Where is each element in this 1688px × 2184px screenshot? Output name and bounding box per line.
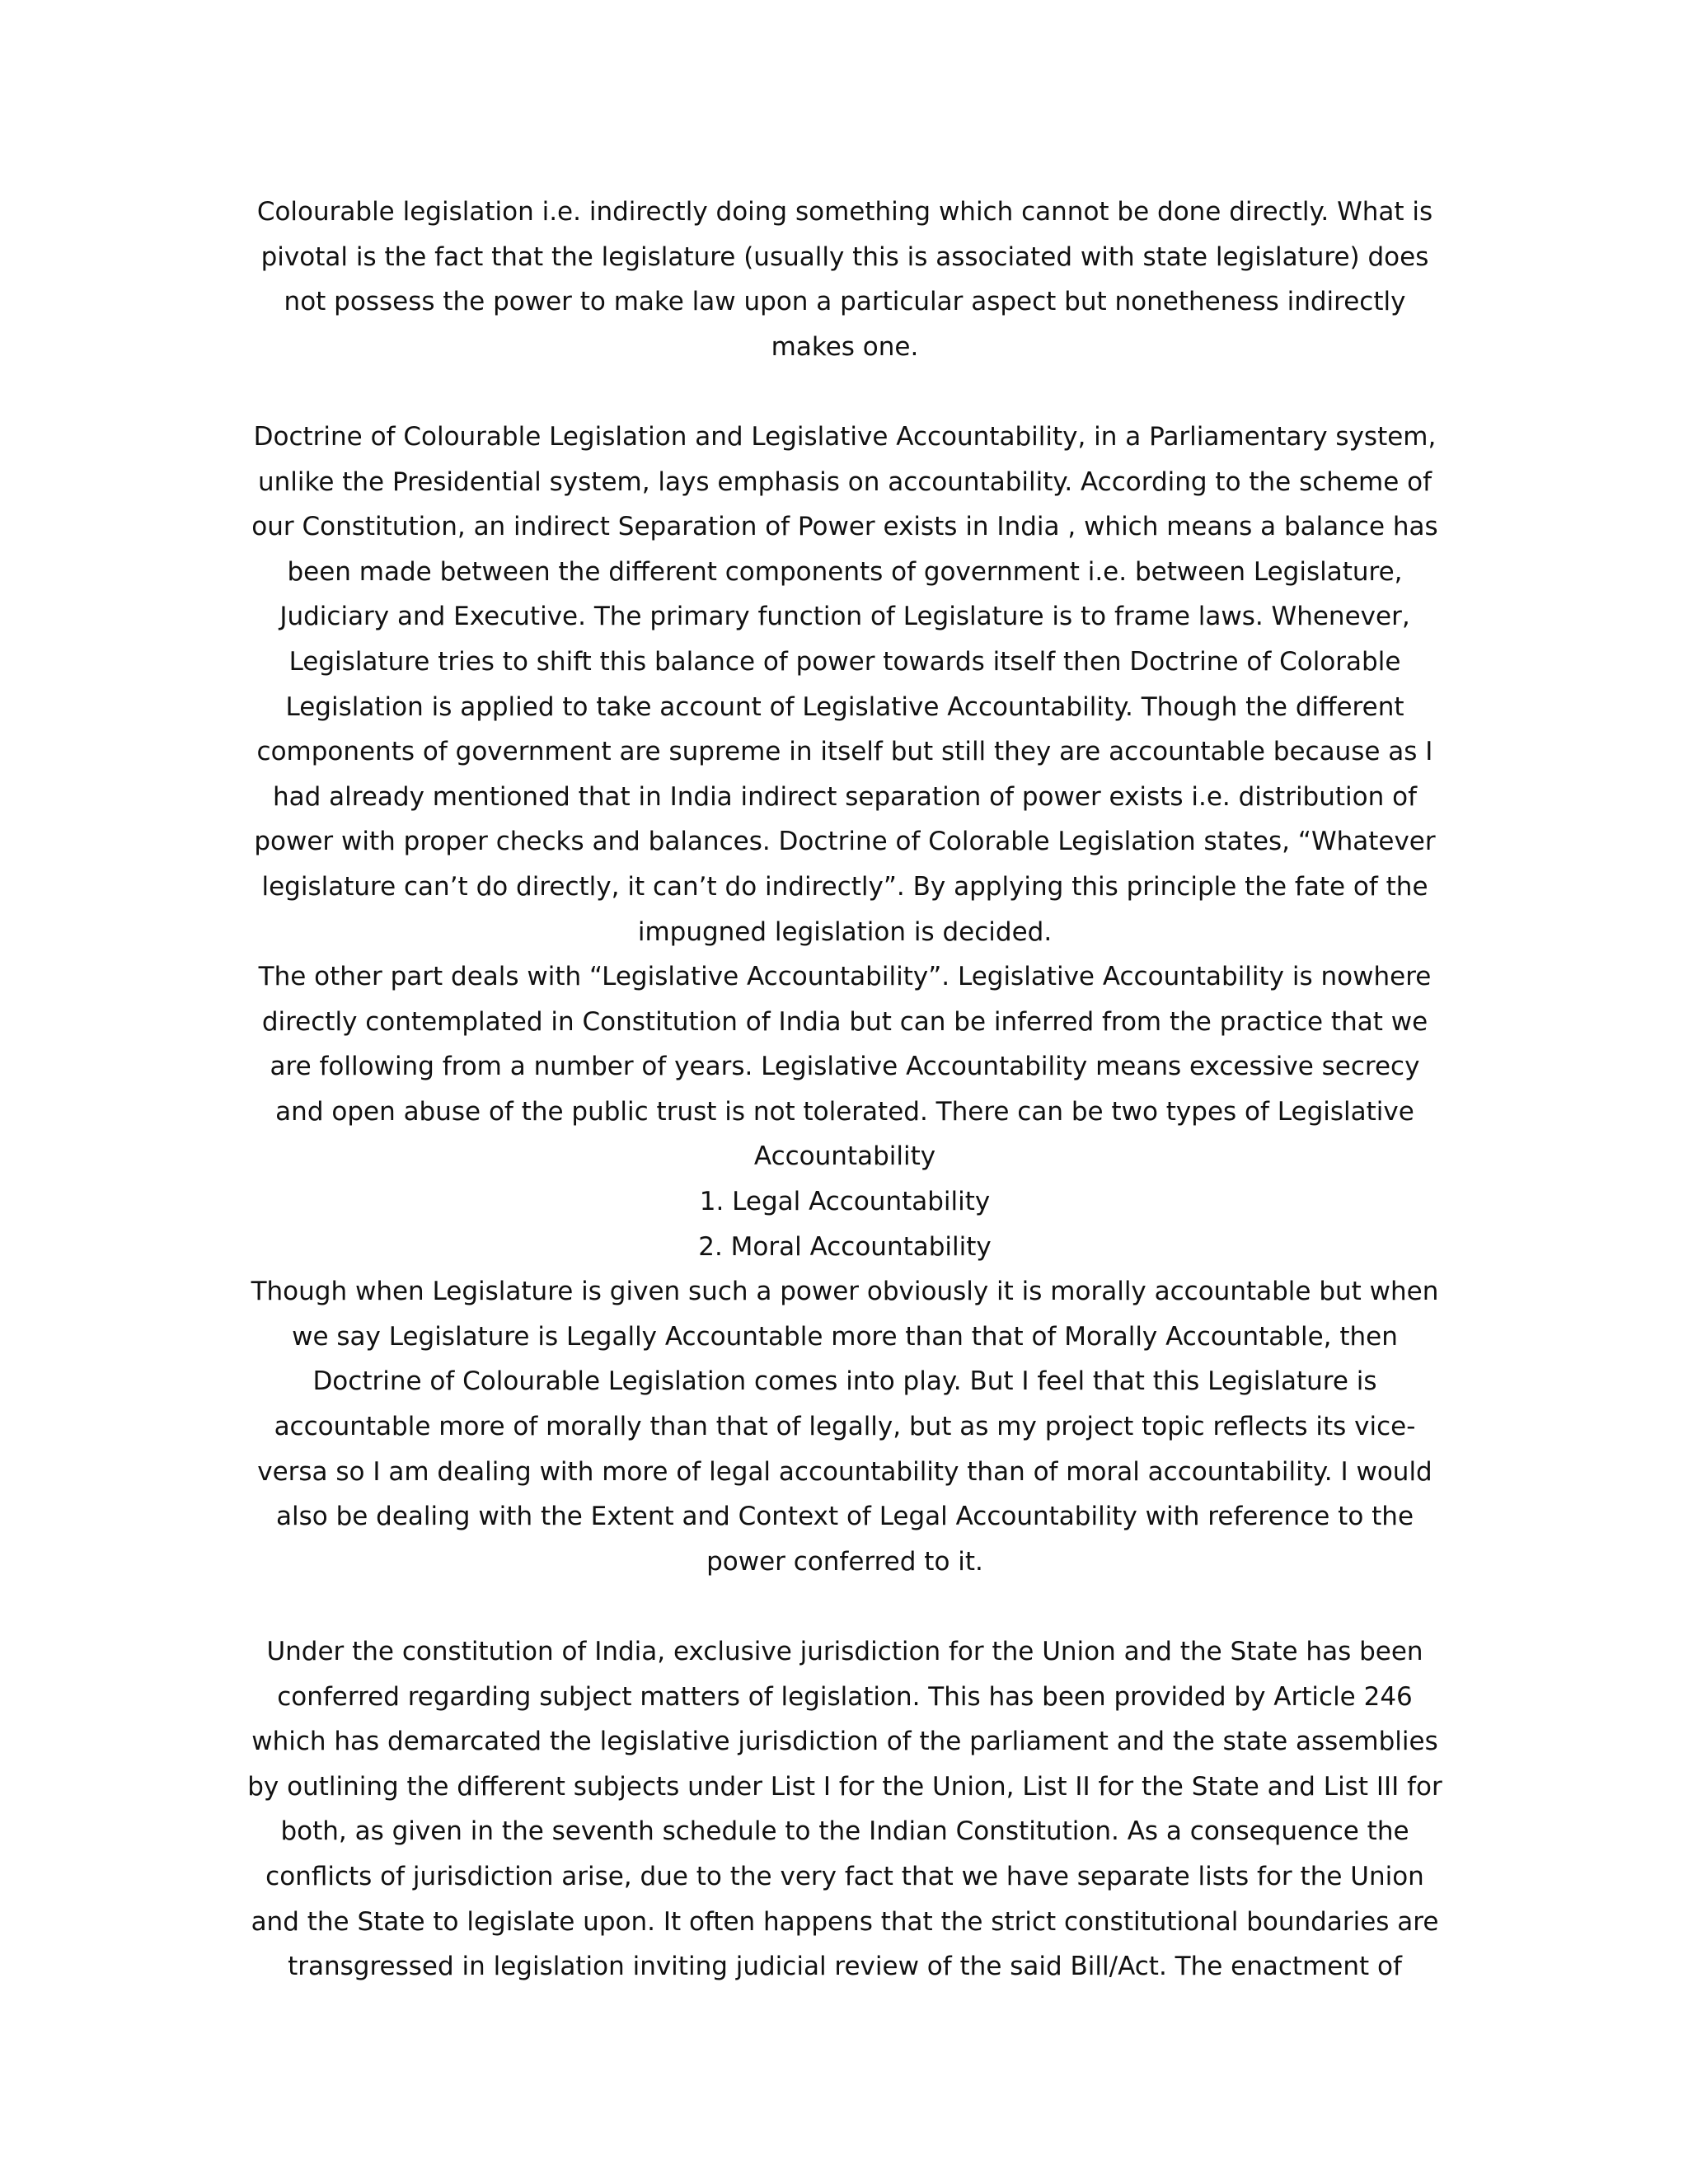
paragraph-article-246: Under the constitution of India, exclusive jurisdiction for the Union and the State has been conferred regarding subject matters of legislation. This has been provided by Article 246 which has demarcated the legislative jurisdiction of the parliament and the state assemblies by outlining the different subjects under List I for the Union, List II for the State and List III for both, as given in the seventh schedule to the Indian Constitution. As a consequence the conflicts of jurisdiction arise, due to the very fact that we have separate lists for the Union and the State to legislate upon. It often happens that the strict constitutional boundaries are transgressed in legislation inviting judicial review of the said Bill/Act. The enactment of <box>247 1637 1442 1982</box>
list-item-moral-accountability: 2. Moral Accountability <box>698 1231 992 1262</box>
paragraph-colourable-legislation-intro: Colourable legislation i.e. indirectly doing something which cannot be done directly. What is pivotal is the fact that the legislature (usually this is associated with state legislature) does not possess the power to make law upon a particular aspect but nonetheness indirectly makes one. <box>256 197 1433 362</box>
list-item-legal-accountability: 1. Legal Accountability <box>699 1187 991 1217</box>
paragraph-spacer <box>243 369 1447 415</box>
paragraph-doctrine-overview: Doctrine of Colourable Legislation and Legislative Accountability, in a Parliamentary system, unlike the Presidential system, lays emphasis on accountability. According to the scheme of our Constitution, an indirect Separation of Power exists in India , which means a balance has been made between the different components of government i.e. between Legislature, Judiciary and Executive. The primary function of Legislature is to frame laws. Whenever, Legislature tries to shift this balance of power towards itself then Doctrine of Colorable Legislation is applied to take account of Legislative Accountability. Though the different components of government are supreme in itself but still they are accountable because as I had already mentioned that in India indirect separation of power exists i.e. distribution of power with proper checks and balances. Doctrine of Colorable Legislation states, “Whatever legislature can’t do directly, it can’t do indirectly”. By applying this principle the fate of the impugned legislation is decided. <box>251 421 1438 947</box>
paragraph-spacer <box>243 1584 1447 1629</box>
paragraph-legislative-accountability: The other part deals with “Legislative Accountability”. Legislative Accountability is nowhere directly contemplated in Constitution of India but can be inferred from the practice that we are following from a number of years. Legislative Accountability means excessive secrecy and open abuse of the public trust is not tolerated. There can be two types of Legislative Accountability <box>258 962 1432 1172</box>
document-page <box>243 190 1447 1990</box>
paragraph-moral-vs-legal: Though when Legislature is given such a power obviously it is morally accountable but when we say Legislature is Legally Accountable more than that of Morally Accountable, then Doctrine of Colourable Legislation comes into play. But I feel that this Legislature is accountable more of morally than that of legally, but as my project topic reflects its vice-versa so I am dealing with more of legal accountability than of moral accountability. I would also be dealing with the Extent and Context of Legal Accountability with reference to the power conferred to it. <box>251 1277 1439 1577</box>
